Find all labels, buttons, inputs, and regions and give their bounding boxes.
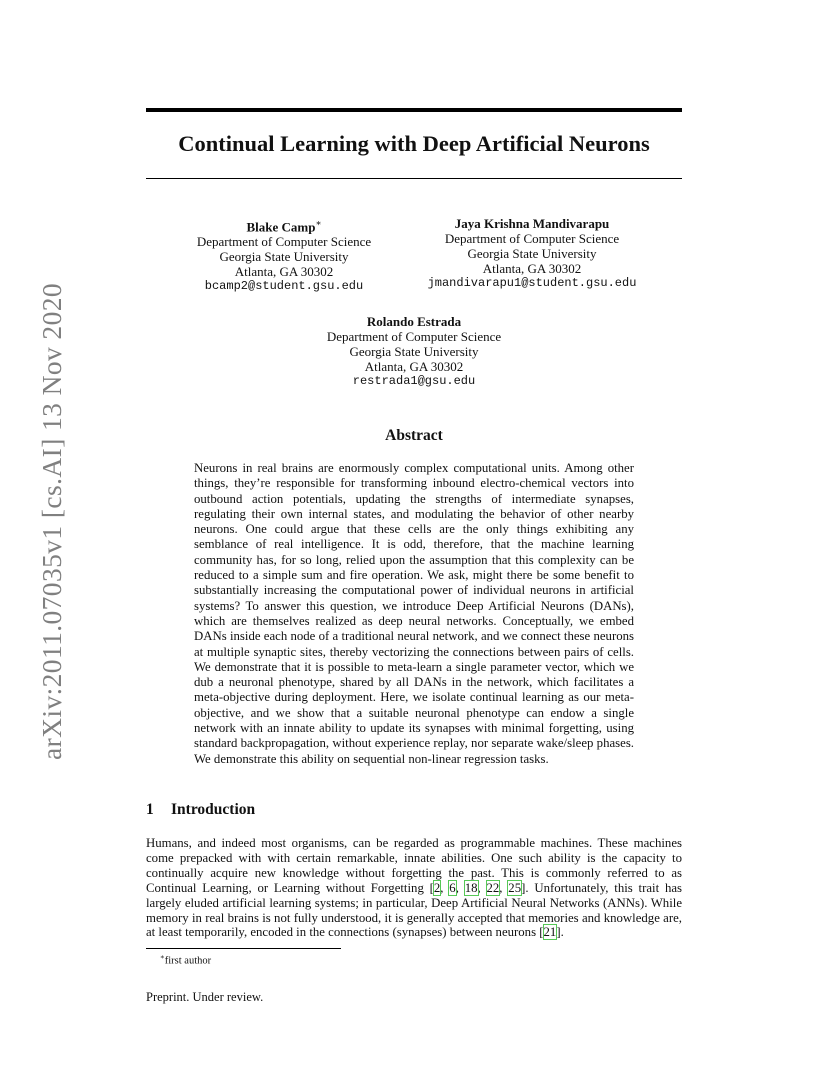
author-block-1 (172, 216, 396, 294)
author-email[interactable]: jmandivarapu1@student.gsu.edu (427, 276, 637, 290)
author-block-2 (420, 216, 644, 291)
author-block-3 (302, 314, 526, 389)
section-title: Introduction (171, 801, 256, 818)
citation-link[interactable]: 22 (486, 880, 500, 895)
abstract-text: Neurons in real brains are enormously complex computational units. Among other things, they’re responsible for transforming inbound electro-chemical vectors into outbound action potentials, updating the strengths of intermediate synapses, regulating their own internal states, and modulating the behavior of other nearby neurons. One could argue that these cells are the only things exhibiting any semblance of real intelligence. It is odd, therefore, that the machine learning community has, for so long, relied upon the assumption that this complexity can be reduced to a simple sum and fire operation. We ask, might there be some benefit to substantially increasing the computational power of individual neurons in artificial systems? To answer this question, we introduce Deep Artificial Neurons (DANs), which are themselves realized as deep neural networks. Conceptually, we embed DANs inside each node of a traditional neural network, and we connect these neurons at multiple synaptic sites, thereby vectorizing the connections between pairs of cells. We demonstrate that it is possible to meta-learn a single parameter vector, which we dub a neuronal phenotype, shared by all DANs in the network, which facilitates a meta-objective during deployment. Here, we isolate continual learning as our meta-objective, and we show that a suitable neuronal phenotype can endow a single network with an innate ability to update its synapses with minimal forgetting, using standard backpropagation, without experience replay, nor separate wake/sleep phases. We demonstrate this ability on sequential non-linear regression tasks. (194, 461, 634, 766)
author-department: Department of Computer Science (444, 231, 620, 246)
author-department: Department of Computer Science (326, 329, 502, 344)
footnote-rule (146, 948, 341, 949)
author-location: Atlanta, GA 30302 (364, 359, 464, 374)
preprint-notice: Preprint. Under review. (146, 990, 264, 1004)
author-email[interactable]: restrada1@gsu.edu (352, 374, 476, 388)
footnote-mark: ∗ (160, 953, 165, 961)
section-number: 1 (146, 801, 154, 818)
author-name: Rolando Estrada (366, 314, 462, 329)
footnote (160, 951, 211, 968)
footnote-text: first author (164, 955, 212, 967)
title-top-rule (146, 108, 682, 112)
paragraph-text: ]. Unfortunately, this trait has largely eluded artificial learning systems; in particular, Deep Artificial Neural Networks (ANNs). While memory in real brains is not fully understood, it is generally accepted that memories and knowledge are, at least temporarily, encoded in the connections (synapses) between neurons [ (146, 880, 683, 940)
author-name: Blake Camp∗ (246, 218, 322, 235)
paragraph-text: Humans, and indeed most organisms, can be regarded as programmable machines. These machines come prepacked with with certain remarkable, innate abilities. One such ability is the capacity to continually acquire new knowledge without forgetting the past. This is commonly referred to as Continual Learning, or Learning without Forgetting [ (146, 836, 682, 895)
abstract-heading: Abstract (385, 427, 443, 444)
author-location: Atlanta, GA 30302 (234, 264, 334, 280)
introduction-paragraph: Humans, and indeed most organisms, can be regarded as programmable machines. These machines come prepacked with with certain remarkable, innate abilities. One such ability is the capacity to continually acquire new knowledge without forgetting the past. This is commonly referred to as Continual Learning, or Learning without Forgetting [2, 6, 18, 22, 25]. Unfortunately, this trait has largely eluded artificial learning systems; in particular, Deep Artificial Neural Networks (ANNs). While memory in real brains is not fully understood, it is generally accepted that memories and knowledge are, at least temporarily, encoded in the connections (synapses) between neurons [21]. (146, 836, 683, 940)
author-email[interactable]: bcamp2@student.gsu.edu (204, 279, 364, 294)
author-location: Atlanta, GA 30302 (482, 261, 582, 276)
citation-link[interactable]: 21 (543, 925, 557, 940)
paragraph-text: ]. (556, 925, 564, 940)
author-department: Department of Computer Science (196, 234, 372, 250)
author-name: Jaya Krishna Mandivarapu (454, 216, 610, 231)
author-university: Georgia State University (467, 246, 597, 261)
author-footnote-mark: ∗ (315, 218, 322, 228)
author-university: Georgia State University (219, 249, 349, 265)
section-heading-introduction (146, 800, 682, 820)
citation-link[interactable]: 18 (464, 880, 478, 895)
title-bottom-rule (146, 178, 682, 179)
arxiv-identifier-stamp: arXiv:2011.07035v1 [cs.AI] 13 Nov 2020 (36, 282, 67, 760)
paper-title: Continual Learning with Deep Artificial Neurons (178, 131, 650, 156)
citation-link[interactable]: 25 (508, 880, 522, 895)
citation-link[interactable]: 2 (433, 880, 441, 895)
citation-link[interactable]: 6 (449, 880, 456, 895)
author-university: Georgia State University (349, 344, 479, 359)
